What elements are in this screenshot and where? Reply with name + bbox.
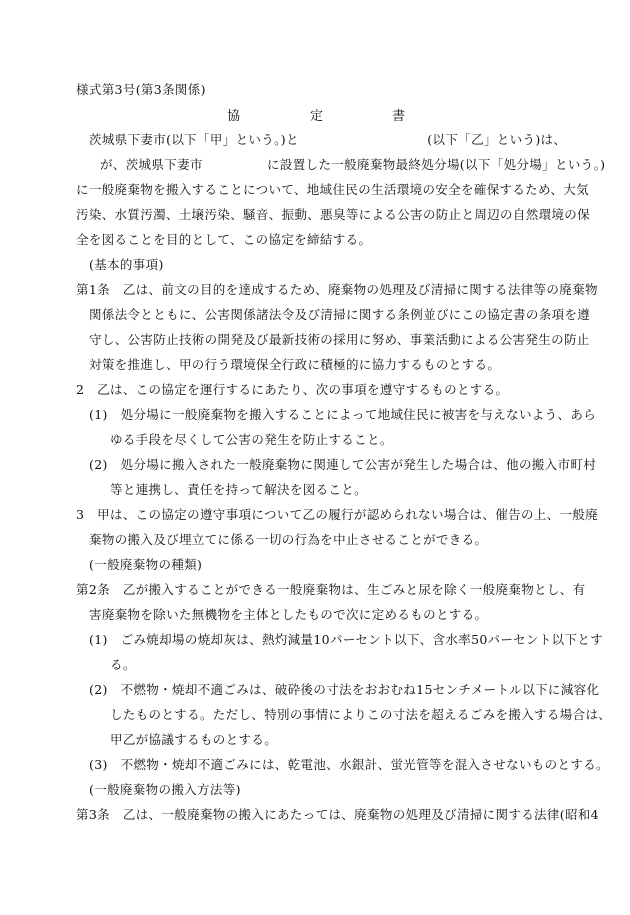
article-1-item-1: (1) 処分場に一般廃棄物を搬入することによって地域住民に被害を与えないよう、あら [89,407,597,422]
article-2-item-2: (2) 不燃物・焼却不適ごみは、破砕後の寸法をおおむね15センチメートル以下に減容化 [89,682,600,697]
article-2-item-2: したものとする。ただし、特別の事情によりこの寸法を超えるごみを搬入する場合は、 [110,707,612,722]
preamble-line: 汚染、水質汚濁、土壌汚染、騒音、振動、悪臭等による公害の防止と周辺の自然環境の保 [76,207,591,222]
article-1-paragraph-3: 3 甲は、この協定の遵守事項について乙の履行が認められない場合は、催告の上、一般廃 [76,507,599,522]
section-heading: (基本的事項) [89,257,164,272]
preamble-line: に一般廃棄物を搬入することについて、地域住民の生活環境の安全を確保するため、大気 [76,182,590,197]
section-heading: (一般廃棄物の搬入方法等) [89,782,241,797]
preamble-line: が、茨城県下妻市 に設置した一般廃棄物最終処分場(以下「処分場」という。) [100,157,606,172]
article-2-item-1: (1) ごみ焼却場の焼却灰は、熱灼減量10パーセント以下、含水率50パーセント以下とす [89,632,604,647]
article-1-item-1: ゆる手段を尽くして公害の発生を防止すること。 [110,432,393,447]
preamble-line: 茨城県下妻市(以下「甲」という。)と (以下「乙」という)は、 [89,132,567,147]
form-label: 様式第3号(第3条関係) [76,82,206,97]
preamble-line: 全を図ることを目的として、この協定を締結する。 [76,232,372,247]
article-2-line: 第2条 乙が搬入することができる一般廃棄物は、生ごみと尿を除く一般廃棄物とし、有 [76,582,586,597]
article-1-paragraph-2: 2 乙は、この協定を運行するにあたり、次の事項を遵守するものとする。 [76,382,509,397]
section-heading: (一般廃棄物の種類) [89,557,203,572]
title-char-3: 書 [392,109,406,124]
article-2-item-1: る。 [110,657,136,672]
article-2-item-2: 甲乙が協議するものとする。 [110,732,278,747]
title-char-2: 定 [310,109,324,124]
article-3-line: 第3条 乙は、一般廃棄物の搬入にあたっては、廃棄物の処理及び清掃に関する法律(昭和4 [76,807,599,822]
article-1-line: 守し、公害防止技術の開発及び最新技術の採用に努め、事業活動による公害発生の防止 [89,332,590,347]
article-1-paragraph-3: 棄物の搬入及び埋立てに係る一切の行為を中止させることができる。 [89,532,488,547]
article-1-item-2: 等と連携し、責任を持って解決を図ること。 [110,482,368,497]
article-1-line: 関係法令とともに、公害関係諸法令及び清掃に関する条例並びにこの協定書の条項を遵 [89,307,591,322]
article-1-item-2: (2) 処分場に搬入された一般廃棄物に関連して公害が発生した場合は、他の搬入市町村 [89,457,597,472]
article-2-line: 害廃棄物を除いた無機物を主体としたもので次に定めるものとする。 [89,607,488,622]
article-1-line: 対策を推進し、甲の行う環境保全行政に積極的に協力するものとする。 [89,357,501,372]
article-1-line: 第1条 乙は、前文の目的を達成するため、廃棄物の処理及び清掃に関する法律等の廃棄物 [76,282,598,297]
title-char-1: 協 [227,109,241,124]
article-2-item-3: (3) 不燃物・焼却不適ごみには、乾電池、水銀計、蛍光管等を混入させないものとする。 [89,757,609,772]
